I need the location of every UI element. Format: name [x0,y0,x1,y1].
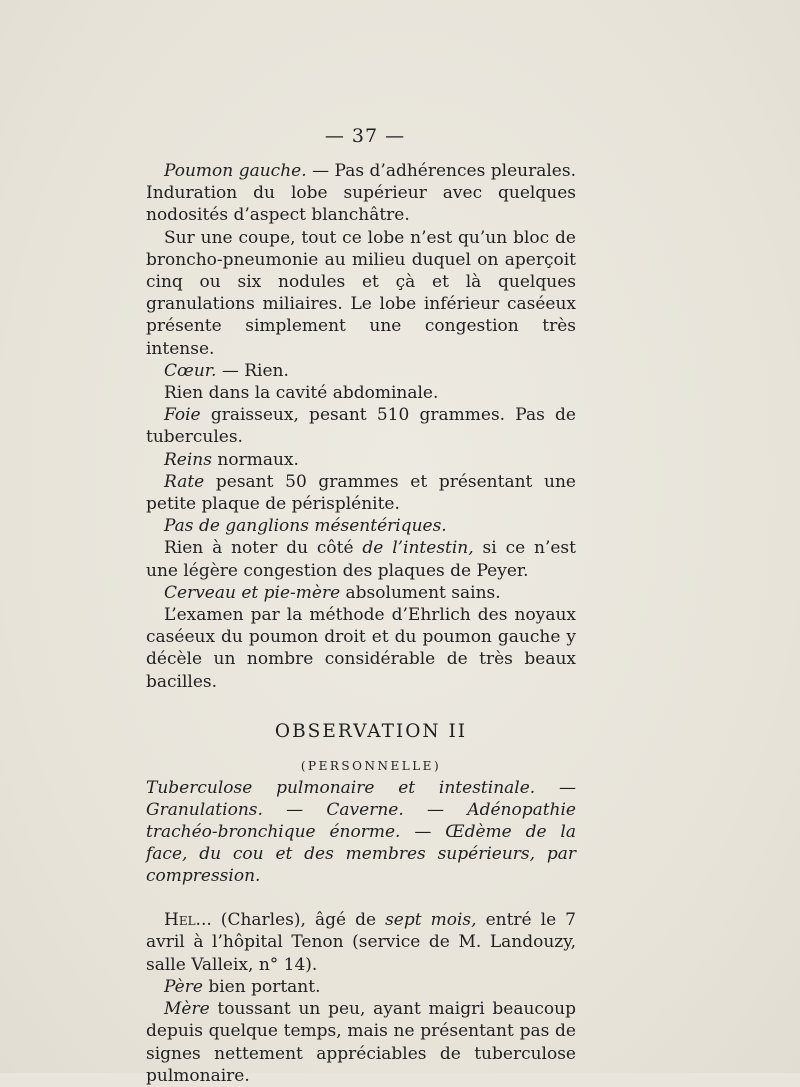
italic-term: de l’intestin, [362,538,474,559]
paragraph-rate [146,471,576,515]
italic-heading: Père [164,976,203,997]
italic-heading: Foie [164,405,201,426]
italic-term: sept mois, [385,910,477,931]
paragraph-text: Rien à noter du côté [164,538,363,559]
observation-summary: Tuberculose pulmonaire et intestinale. — Granulations. — Caverne. — Adénopathie trachéo-bronchique énorme. — Œdème de la face, du cou et des membres supérieurs, par compression. [146,778,576,887]
italic-heading: Poumon gauche. [164,161,307,181]
paragraph-text: pesant 50 grammes et présentant une petite plaque de périsplénite. [146,471,576,515]
paragraph-ganglions [146,515,576,537]
paragraph-cerveau [146,582,576,604]
patient-name: Hel... [164,910,212,931]
italic-heading: Mère [164,999,210,1020]
paragraph-pere [146,976,576,998]
paragraph-patient [146,909,576,976]
paragraph-coeur [146,360,576,382]
italic-heading: Rate [164,471,205,492]
paragraph-poumon-gauche [146,160,576,227]
observation-subtitle: (PERSONNELLE) [300,759,442,774]
paragraph-text: normaux. [211,449,299,470]
paragraph-coupe: Sur une coupe, tout ce lobe n’est qu’un bloc de broncho-pneumonie au milieu duquel on aperçoit cinq ou six nodules et çà et là quelques granulations miliaires. Le lobe inférieur caséeux présente simplement une congestion très intense. [146,227,576,359]
paragraph-ehrlich: L’examen par la méthode d’Ehrlich des noyaux caséeux du poumon droit et du poumon gauche y décèle un nombre considérable de très beaux bacilles. [146,605,576,692]
paragraph-foie [146,404,576,448]
paragraph-abdomen: Rien dans la cavité abdominale. [164,383,439,404]
italic-heading: Cœur. [164,360,217,381]
page-number: — 37 — [324,125,406,147]
paragraph-text: bien portant. [202,976,321,997]
paragraph-text: absolument sains. [340,582,501,603]
paragraph-text: si ce n’est une légère congestion des plaques de Peyer. [146,538,576,581]
paragraph-text: — Pas d’adhérences pleurales. Induration du lobe supérieur avec quelques nodosités d’aspect blanchâtre. [146,161,576,226]
italic-heading: Reins [164,449,212,470]
paragraph-mere [146,998,576,1087]
paragraph-text: — Rien. [216,360,289,381]
observation-title: OBSERVATION II [274,720,468,742]
paragraph-intestin [146,537,576,581]
paragraph-text: (Charles), âgé de [211,910,386,931]
paragraph-text: entré le 7 avril à l’hôpital Tenon (service de M. Landouzy, salle Valleix, n° 14). [146,910,576,975]
paragraph-text: graisseux, pesant 510 grammes. Pas de tubercules. [146,405,576,448]
italic-heading: Pas de ganglions mésentériques. [164,516,447,537]
paragraph-text: toussant un peu, ayant maigri beaucoup depuis quelque temps, mais ne présentant pas de signes nettement appréciables de tuberculose pulmonaire. [146,999,576,1086]
italic-heading: Cerveau et pie-mère [164,582,341,603]
page-body [146,160,576,1087]
paragraph-reins [146,449,576,471]
